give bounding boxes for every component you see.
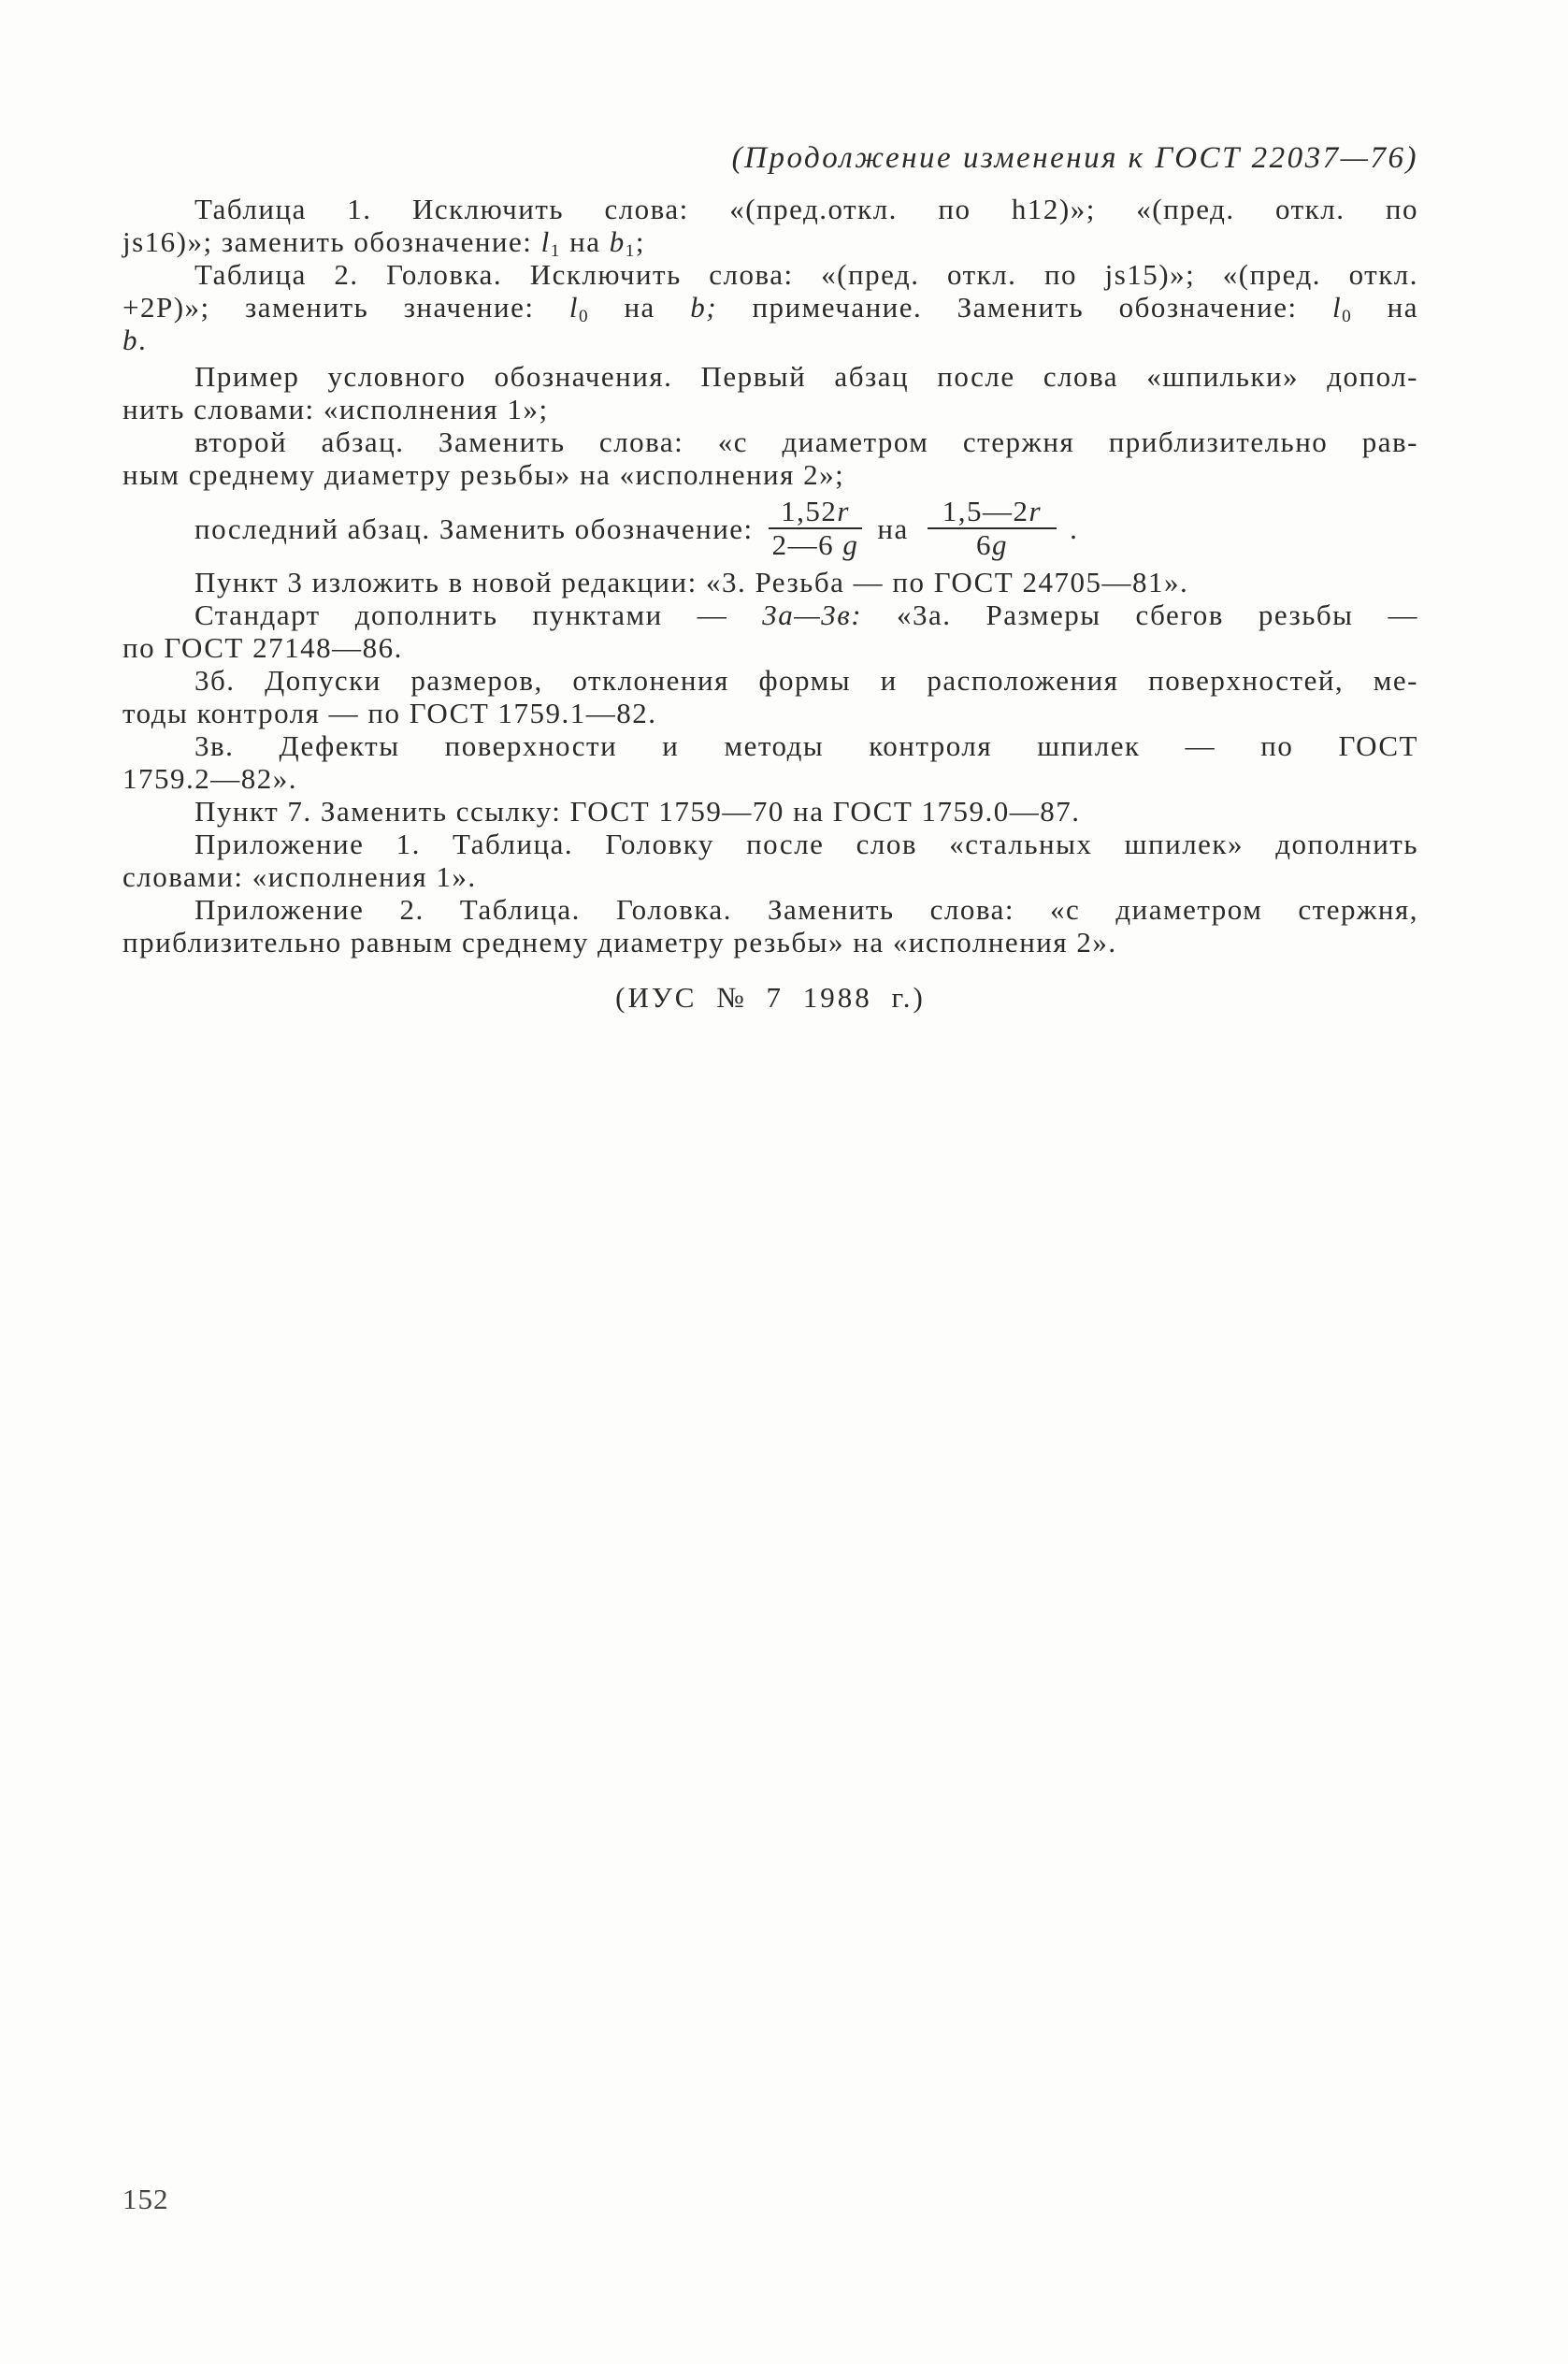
amendment-paragraph (122, 729, 1418, 795)
text-run: последний абзац. Заменить обозначение: (194, 512, 754, 545)
amendment-paragraph (122, 893, 1418, 959)
italic-variable: b (609, 225, 626, 258)
text-run: +2P)»; заменить значение: (122, 291, 569, 324)
text-line (122, 860, 1418, 893)
text-run: Приложение 2. Таблица. Головка. Заменить слова: «с диаметром стержня, (194, 893, 1418, 926)
italic-variable: r (837, 495, 850, 527)
text-run: 3в. Дефекты поверхности и методы контроля шпилек — по ГОСТ (194, 729, 1418, 762)
text-run: на (560, 225, 610, 258)
text-run: приблизительно равным среднему диаметру резьбы» на «исполнения 2». (122, 926, 1117, 959)
text-line (122, 291, 1418, 324)
text-line (122, 225, 1418, 261)
fraction-denominator (769, 527, 863, 561)
italic-variable: l (540, 225, 551, 258)
text-run: Приложение 1. Таблица. Головку после слов «стальных шпилек» дополнить (194, 828, 1418, 860)
text-line (122, 926, 1418, 959)
fraction-numerator (928, 496, 1057, 527)
subscript-index: 0 (1342, 306, 1353, 326)
text-run: Таблица 1. Исключить слова: «(пред.откл. по h12)»; «(пред. откл. по (194, 193, 1418, 225)
amendment-paragraph (122, 664, 1418, 729)
text-line (122, 664, 1418, 697)
text-run: 1,52 (781, 495, 838, 527)
text-line (122, 258, 1418, 291)
text-line (122, 697, 1418, 729)
italic-variable: l (1332, 291, 1343, 324)
italic-variable: r (1029, 495, 1043, 527)
fraction (928, 496, 1057, 561)
amendment-paragraph (122, 193, 1418, 261)
amendment-paragraph (122, 598, 1418, 664)
text-run: 3б. Допуски размеров, отклонения формы и расположения поверхностей, ме- (194, 664, 1418, 697)
text-line (122, 762, 1418, 795)
text-run: 1,5—2 (942, 495, 1029, 527)
text-run: на (877, 512, 909, 545)
amendment-text (122, 193, 1418, 1014)
text-run: Пункт 3 изложить в новой редакции: «3. Резьба — по ГОСТ 24705—81». (194, 566, 1189, 598)
text-run: на (589, 291, 691, 324)
text-run: на (1352, 291, 1418, 324)
text-line (122, 193, 1418, 225)
text-run: 2—6 (771, 528, 843, 561)
text-run: тоды контроля — по ГОСТ 1759.1—82. (122, 697, 657, 729)
text-run: 1759.2—82». (122, 762, 297, 795)
fraction (769, 496, 863, 561)
text-line (122, 324, 1418, 356)
amendment-paragraph (122, 566, 1418, 598)
italic-variable: b; (690, 291, 718, 324)
italic-variable: g (842, 528, 859, 561)
text-line (122, 566, 1418, 598)
subscript-index: 1 (625, 240, 636, 261)
amendment-paragraph (122, 491, 1418, 566)
text-run: Таблица 2. Головка. Исключить слова: «(пред. откл. по js15)»; «(пред. откл. (194, 258, 1418, 291)
text-run: примечание. Заменить обозначение: (717, 291, 1332, 324)
continuation-header: (Продолжение изменения к ГОСТ 22037—76) (731, 141, 1418, 175)
text-run: . (138, 324, 148, 356)
subscript-index: 0 (578, 306, 590, 326)
publication-note: (ИУС № 7 1988 г.) (615, 981, 926, 1014)
text-line (122, 458, 1418, 491)
text-run: нить словами: «исполнения 1»; (122, 393, 549, 425)
subscript-index: 1 (550, 240, 561, 261)
fraction-numerator (769, 496, 863, 527)
text-run: Стандарт дополнить пунктами — (194, 598, 763, 631)
fraction-denominator (928, 527, 1057, 561)
text-run: второй абзац. Заменить слова: «с диаметром стержня приблизительно рав- (194, 425, 1418, 458)
italic-variable: g (991, 528, 1008, 561)
text-line (122, 828, 1418, 860)
text-run: Пункт 7. Заменить ссылку: ГОСТ 1759—70 на ГОСТ 1759.0—87. (194, 795, 1081, 828)
amendment-paragraph (122, 795, 1418, 828)
amendment-paragraph (122, 258, 1418, 356)
page-number: 152 (122, 2183, 169, 2215)
text-run: js16)»; заменить обозначение: (122, 225, 541, 258)
text-line (122, 425, 1418, 458)
italic-variable: b (122, 324, 138, 356)
text-line (122, 598, 1418, 631)
text-line (122, 491, 1418, 566)
text-line (122, 729, 1418, 762)
text-line (122, 893, 1418, 926)
text-line (122, 360, 1418, 393)
amendment-paragraph (122, 425, 1418, 491)
text-run: словами: «исполнения 1». (122, 860, 477, 893)
text-line (122, 795, 1418, 828)
text-run: ; (635, 225, 645, 258)
amendment-paragraph (122, 360, 1418, 425)
amendment-paragraph (122, 828, 1418, 893)
text-run: . (1070, 512, 1079, 545)
text-line (122, 393, 1418, 425)
italic-item-range: 3а—3в: (762, 598, 863, 631)
text-line (122, 631, 1418, 664)
text-run: по ГОСТ 27148—86. (122, 631, 403, 664)
text-run: 6 (975, 528, 992, 561)
text-run: «3а. Размеры сбегов резьбы — (862, 598, 1418, 631)
text-run: Пример условного обозначения. Первый абзац после слова «шпильки» допол- (194, 360, 1418, 393)
italic-variable: l (568, 291, 579, 324)
text-run: ным среднему диаметру резьбы» на «исполнения 2»; (122, 458, 845, 491)
